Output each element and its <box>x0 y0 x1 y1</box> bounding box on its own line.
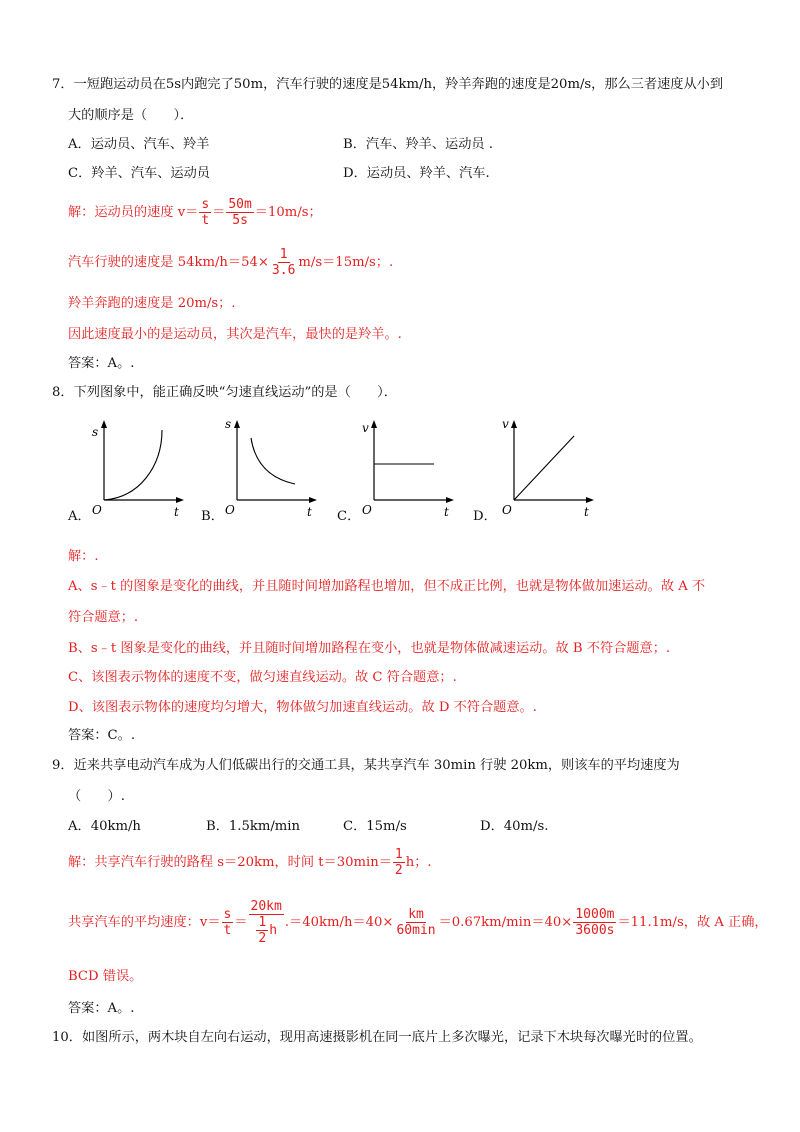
frac-numerator: s <box>223 907 232 922</box>
y-axis-arrow <box>101 420 107 428</box>
q9-option-a: A．40km/h <box>68 819 141 834</box>
origin-label: O <box>502 503 512 517</box>
frac-denominator: t <box>223 923 232 938</box>
q7-sol2-suffix: m/s＝15m/s；. <box>298 255 394 270</box>
q9-sol1-suffix: h；. <box>405 855 432 870</box>
q8-graph-d <box>500 414 610 524</box>
q9-solution-line3: BCD 错误。 <box>68 969 143 984</box>
origin-label: O <box>225 503 235 517</box>
y-axis-arrow <box>371 420 377 428</box>
q9-solution-line2 <box>68 900 768 945</box>
q8-solution-d: D、该图表示物体的速度均匀增大，物体做匀加速直线运动。故 D 不符合题意。. <box>68 700 537 715</box>
q9-stem-line1: 9．近来共享电动汽车成为人们低碳出行的交通工具，某共享汽车 30min 行驶 20km，则该车的平均速度为 <box>52 758 680 773</box>
s-t-curve <box>104 430 162 500</box>
x-axis-arrow <box>176 497 184 503</box>
x-axis-arrow <box>309 497 317 503</box>
frac-denominator: 60min <box>396 923 436 938</box>
q9-sol2-mid2: ＝0.67km/min＝40× <box>438 915 573 930</box>
frac-numerator: 50m <box>228 197 252 212</box>
x-axis-arrow <box>446 497 454 503</box>
q9-option-b: B．1.5km/min <box>206 819 301 834</box>
q9-stem-line2: （ ）. <box>68 789 125 804</box>
q8-answer: 答案：C。. <box>68 728 136 743</box>
y-axis-arrow <box>511 420 517 428</box>
x-axis-label: t <box>307 505 312 519</box>
v-t-line <box>514 436 574 500</box>
q9-sol2-fraction-conversion <box>573 908 616 937</box>
q7-sol1-fraction-values <box>226 198 253 227</box>
q8-solution-a-line2: 符合题意；. <box>68 610 139 625</box>
frac-numerator: 1 <box>258 915 267 930</box>
x-axis-label: t <box>444 505 449 519</box>
x-axis-arrow <box>586 497 594 503</box>
s-t-curve <box>251 438 295 484</box>
q9-option-d: D．40m/s. <box>480 819 549 834</box>
frac-denominator: t <box>201 213 210 228</box>
q9-sol2-suffix: ＝11.1m/s，故 A 正确， <box>617 915 768 930</box>
frac-denominator: 3600s <box>575 923 615 938</box>
q7-solution-line1 <box>68 198 322 227</box>
q10-stem: 10．如图所示，两木块自左向右运动，现用高速摄影机在同一底片上多次曝光，记录下木块每次曝光时的位置。 <box>52 1030 702 1045</box>
q8-graph-a <box>90 414 200 524</box>
q8-stem: 8．下列图象中，能正确反映“匀速直线运动”的是（ ）． <box>52 385 397 400</box>
q8-graph-d-label: D． <box>473 509 497 524</box>
origin-label: O <box>92 503 102 517</box>
q8-graph-c-label: C． <box>337 509 361 524</box>
inner-fraction <box>256 916 268 945</box>
q9-sol1-fraction <box>393 848 405 877</box>
q9-sol2-fraction-st <box>222 908 234 937</box>
q8-graph-c <box>360 414 470 524</box>
frac-denominator: 2 <box>258 931 267 946</box>
q9-sol2-prefix: 共享汽车的平均速度：v＝ <box>68 915 221 930</box>
q7-option-a: A．运动员、汽车、羚羊 <box>68 137 210 152</box>
q8-solution-c: C、该图表示物体的速度不变，做匀速直线运动。故 C 符合题意；. <box>68 670 457 685</box>
q9-solution-line1 <box>68 848 432 877</box>
frac-denominator: 5s <box>232 213 248 228</box>
inner-unit: h <box>269 923 278 938</box>
q9-sol2-complex-fraction <box>249 900 284 945</box>
q7-option-d: D．运动员、羚羊、汽车. <box>343 166 490 181</box>
q9-sol2-equals: ＝ <box>234 915 248 930</box>
q8-graph-b-label: B． <box>201 509 224 524</box>
y-axis-arrow <box>234 420 240 428</box>
q7-solution-line4: 因此速度最小的是运动员，其次是汽车，最快的是羚羊。. <box>68 327 402 342</box>
q7-sol1-equals: ＝ <box>212 205 226 220</box>
q8-graph-b <box>223 414 333 524</box>
q7-sol2-fraction <box>270 248 297 277</box>
q8-solution-b: B、s﹣t 图象是变化的曲线，并且随时间增加路程在变小，也就是物体做减速运动。故 B 不符合题意；. <box>68 641 671 656</box>
frac-numerator: km <box>408 907 424 922</box>
frac-numerator: 1 <box>279 247 288 262</box>
frac-denominator: 2 <box>394 863 403 878</box>
q7-stem-line1: 7．一短跑运动员在5s内跑完了50m，汽车行驶的速度是54km/h，羚羊奔跑的速度是20m/s，那么三者速度从小到 <box>52 77 724 92</box>
frac-numerator: 20km <box>250 899 282 914</box>
q9-option-c: C．15m/s <box>343 819 407 834</box>
frac-numerator: s <box>201 197 210 212</box>
frac-numerator: 1 <box>394 847 403 862</box>
origin-label: O <box>362 503 372 517</box>
y-axis-label: s <box>225 417 232 431</box>
q8-solution-intro: 解：. <box>68 549 99 564</box>
q7-solution-line2 <box>68 248 393 277</box>
q8-graph-a-label: A． <box>68 509 91 524</box>
q7-sol2-prefix: 汽车行驶的速度是 54km/h＝54× <box>68 255 269 270</box>
q8-solution-a-line1: A、s﹣t 的图象是变化的曲线，并且随时间增加路程也增加，但不成正比例，也就是物体做加速运动。故 A 不 <box>68 579 706 594</box>
q9-sol2-mid1: .＝40km/h＝40× <box>284 915 394 930</box>
q9-sol1-prefix: 解：共享汽车行驶的路程 s＝20km，时间 t＝30min＝ <box>68 855 392 870</box>
q7-stem-line2: 大的顺序是（ ）． <box>68 108 194 123</box>
frac-denominator: 3.6 <box>271 263 296 278</box>
q7-sol1-fraction-st <box>199 198 211 227</box>
y-axis-label: s <box>92 425 99 439</box>
q7-solution-line3: 羚羊奔跑的速度是 20m/s；. <box>68 296 236 311</box>
q7-option-c: C．羚羊、汽车、运动员 <box>68 166 210 181</box>
x-axis-label: t <box>174 505 179 519</box>
q9-sol2-fraction-units <box>394 908 437 937</box>
q7-answer: 答案：A。. <box>68 356 135 371</box>
q7-option-b: B．汽车、羚羊、运动员 . <box>343 137 493 152</box>
y-axis-label: v <box>362 421 369 435</box>
frac-numerator: 1000m <box>575 907 615 922</box>
frac-denominator <box>253 915 279 945</box>
y-axis-label: v <box>502 417 509 431</box>
x-axis-label: t <box>584 505 589 519</box>
q7-sol1-suffix: ＝10m/s； <box>254 205 322 220</box>
q7-sol1-prefix: 解：运动员的速度 v＝ <box>68 205 199 220</box>
q9-answer: 答案：A。. <box>68 1001 135 1016</box>
